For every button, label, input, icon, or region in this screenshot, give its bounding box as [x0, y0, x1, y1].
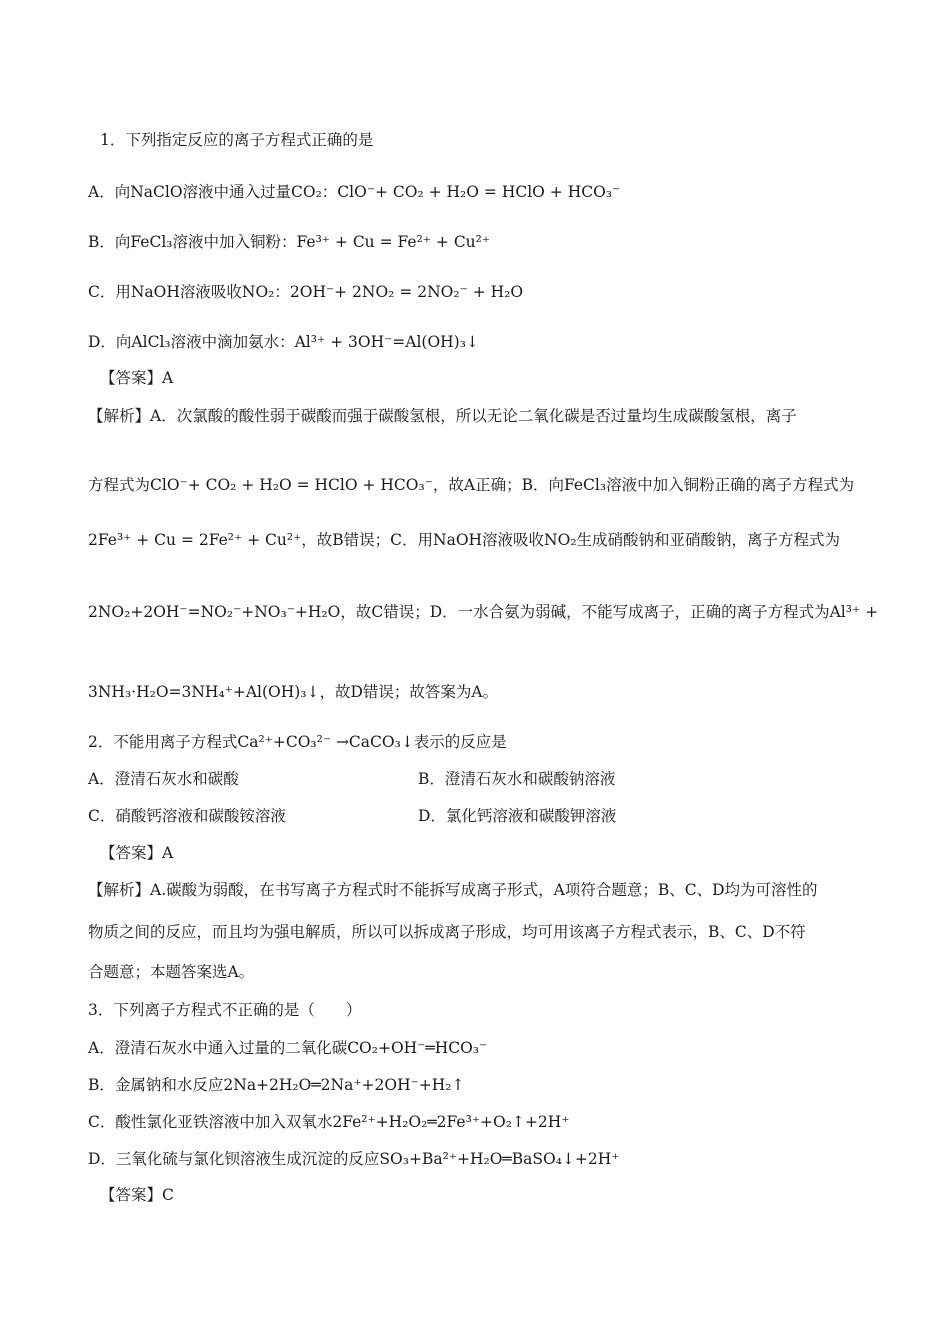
question-2-answer: 【答案】A: [100, 844, 174, 862]
question-2-analysis-line-2: 物质之间的反应，而且均为强电解质，所以可以拆成离子形成，均可用该离子方程式表示，B、C、D不符: [88, 923, 806, 941]
question-3-option-d: D．三氧化硫与氯化钡溶液生成沉淀的反应SO₃+Ba²⁺+H₂O═BaSO₄↓+2H⁺: [88, 1150, 620, 1168]
question-1-title: 1．下列指定反应的离子方程式正确的是: [100, 131, 374, 149]
question-2-option-c: C．硝酸钙溶液和碳酸铵溶液: [88, 807, 286, 825]
question-1-option-a: A．向NaClO溶液中通入过量CO₂：ClO⁻+ CO₂ + H₂O = HClO + HCO₃⁻: [88, 183, 621, 201]
question-1-answer: 【答案】A: [100, 369, 174, 387]
question-2-analysis-line-1: 【解析】A.碳酸为弱酸，在书写离子方程式时不能拆写成离子形式，A项符合题意；B、C、D均为可溶性的: [88, 881, 818, 899]
question-3-option-c: C．酸性氯化亚铁溶液中加入双氧水2Fe²⁺+H₂O₂═2Fe³⁺+O₂↑+2H⁺: [88, 1113, 570, 1131]
question-3-title: 3．下列离子方程式不正确的是（ ）: [88, 1001, 362, 1019]
question-1-analysis-line-1: 【解析】A．次氯酸的酸性弱于碳酸而强于碳酸氢根，所以无论二氧化碳是否过量均生成碳酸氢根，离子: [88, 407, 797, 425]
question-1-analysis-line-5: 3NH₃·H₂O=3NH₄⁺+Al(OH)₃↓，故D错误；故答案为A。: [88, 683, 499, 701]
question-2-option-d: D．氯化钙溶液和碳酸钾溶液: [418, 807, 617, 825]
question-3-answer: 【答案】C: [100, 1186, 174, 1204]
question-1-analysis-line-4: 2NO₂+2OH⁻=NO₂⁻+NO₃⁻+H₂O，故C错误；D．一水合氨为弱碱，不能写成离子，正确的离子方程式为Al³⁺ +: [88, 603, 879, 621]
question-2-title: 2．不能用离子方程式Ca²⁺+CO₃²⁻ →CaCO₃↓表示的反应是: [88, 733, 507, 751]
question-3-option-b: B．金属钠和水反应2Na+2H₂O═2Na⁺+2OH⁻+H₂↑: [88, 1076, 465, 1094]
question-2-option-b: B．澄清石灰水和碳酸钠溶液: [418, 770, 616, 788]
question-1-analysis-line-2: 方程式为ClO⁻+ CO₂ + H₂O = HClO + HCO₃⁻，故A正确；B．向FeCl₃溶液中加入铜粉正确的离子方程式为: [88, 476, 855, 494]
question-1-option-b: B．向FeCl₃溶液中加入铜粉：Fe³⁺ + Cu = Fe²⁺ + Cu²⁺: [88, 233, 491, 251]
question-1-option-d: D．向AlCl₃溶液中滴加氨水：Al³⁺ + 3OH⁻=Al(OH)₃↓: [88, 333, 479, 351]
question-1-option-c: C．用NaOH溶液吸收NO₂：2OH⁻+ 2NO₂ = 2NO₂⁻ + H₂O: [88, 283, 524, 301]
question-1-analysis-line-3: 2Fe³⁺ + Cu = 2Fe²⁺ + Cu²⁺，故B错误；C．用NaOH溶液吸收NO₂生成硝酸钠和亚硝酸钠，离子方程式为: [88, 531, 841, 549]
question-3-option-a: A．澄清石灰水中通入过量的二氧化碳CO₂+OH⁻═HCO₃⁻: [88, 1039, 488, 1057]
question-2-analysis-line-3: 合题意；本题答案选A。: [88, 963, 255, 981]
question-2-option-a: A．澄清石灰水和碳酸: [88, 770, 239, 788]
